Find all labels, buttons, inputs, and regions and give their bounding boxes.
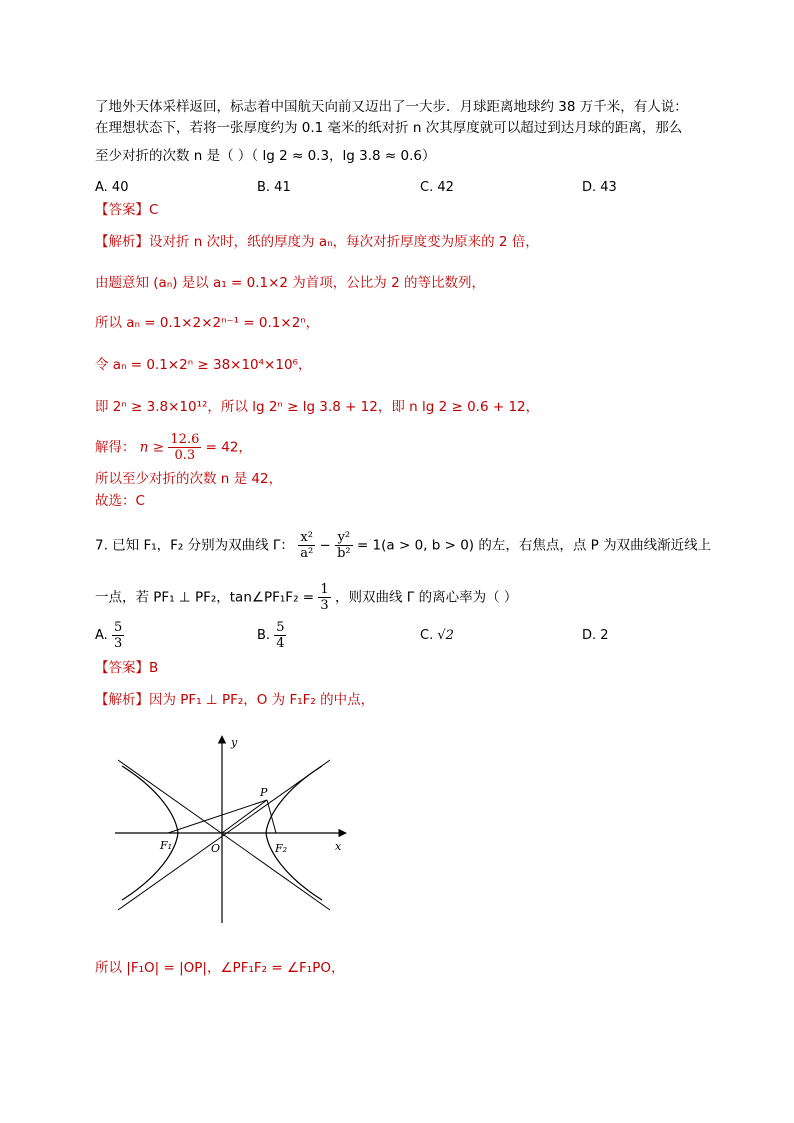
solve-label: 解得： bbox=[95, 439, 136, 456]
fraction-numerator: 12.6 bbox=[170, 432, 200, 447]
problem6-analysis-line2: 由题意知 (aₙ) 是以 a₁ = 0.1×2 为首项，公比为 2 的等比数列， bbox=[95, 275, 485, 291]
analysis-label: 【解析】 bbox=[95, 692, 149, 708]
answer-value: B bbox=[149, 660, 159, 676]
fraction-denominator: 3 bbox=[113, 636, 123, 651]
problem7-option-d bbox=[582, 628, 609, 643]
fraction-denominator: 0.3 bbox=[174, 448, 196, 463]
answer-label: 【答案】 bbox=[95, 202, 149, 218]
fraction-numerator: y² bbox=[335, 530, 353, 546]
segment-p-f2 bbox=[267, 800, 276, 833]
stem-text: ，则双曲线 Γ 的离心率为（ ） bbox=[334, 589, 518, 606]
problem6-stem-line2: 在理想状态下，若将一张厚度约为 0.1 毫米的纸对折 n 次其厚度就可以超过到达月球的距离，那么 bbox=[95, 120, 683, 136]
stem-text: 一点，若 PF₁ ⊥ PF₂，tan∠PF₁F₂ = bbox=[95, 589, 315, 606]
problem6-analysis-line1 bbox=[95, 232, 539, 252]
option-label: C. bbox=[420, 628, 434, 643]
label-o: O bbox=[211, 842, 221, 855]
label-x: x bbox=[335, 840, 342, 853]
stem-fraction-x bbox=[298, 530, 315, 561]
fraction-denominator: a² bbox=[300, 546, 314, 561]
problem6-option-d: D. 43 bbox=[582, 180, 617, 195]
fraction-numerator: 1 bbox=[320, 582, 329, 597]
analysis-label: 【解析】 bbox=[95, 234, 149, 250]
fraction-denominator: 3 bbox=[320, 598, 329, 613]
label-f2: F₂ bbox=[275, 842, 288, 855]
option-fraction bbox=[274, 620, 286, 651]
answer-label: 【答案】 bbox=[95, 660, 149, 676]
label-y: y bbox=[231, 736, 238, 749]
problem6-analysis-line8: 故选：C bbox=[95, 493, 145, 509]
problem7-answer bbox=[95, 658, 158, 678]
problem7-analysis-line2: 所以 |F₁O| = |OP|，∠PF₁F₂ = ∠F₁PO， bbox=[95, 960, 345, 976]
problem6-analysis-line6 bbox=[95, 432, 252, 463]
analysis-text: 设对折 n 次时，纸的厚度为 aₙ，每次对折厚度变为原来的 2 倍， bbox=[149, 234, 539, 250]
option-label: A. bbox=[95, 628, 108, 643]
analysis-text: 因为 PF₁ ⊥ PF₂，O 为 F₁F₂ 的中点， bbox=[149, 692, 375, 708]
problem6-option-c: C. 42 bbox=[420, 180, 454, 195]
problem6-stem-line3: 至少对折的次数 n 是（ ）（ lg 2 ≈ 0.3，lg 3.8 ≈ 0.6） bbox=[95, 148, 436, 164]
fraction-denominator: b² bbox=[337, 546, 351, 561]
option-label: D. bbox=[582, 628, 597, 643]
problem6-analysis-line3: 所以 aₙ = 0.1×2×2ⁿ⁻¹ = 0.1×2ⁿ， bbox=[95, 315, 320, 331]
problem6-stem-line1: 了地外天体采样返回，标志着中国航天向前又迈出了一大步．月球距离地球约 38 万千米，有人说： bbox=[95, 99, 688, 115]
stem-fraction-y bbox=[335, 530, 353, 561]
stem-text: = 1(a > 0, b > 0) 的左，右焦点，点 P 为双曲线渐近线上 bbox=[356, 537, 712, 554]
option-label: B. bbox=[257, 628, 271, 643]
solve-fraction bbox=[168, 432, 201, 463]
stem-text: 7. 已知 F₁，F₂ 分别为双曲线 Γ： bbox=[95, 537, 294, 554]
fraction-numerator: 5 bbox=[113, 620, 123, 635]
option-value: √2 bbox=[437, 628, 454, 643]
answer-value: C bbox=[149, 202, 159, 218]
segment-o-p bbox=[222, 800, 267, 833]
fraction-numerator: 5 bbox=[276, 620, 285, 635]
stem-fraction-tan bbox=[318, 582, 330, 613]
fraction-denominator: 4 bbox=[276, 636, 285, 651]
problem6-option-b: B. 41 bbox=[257, 180, 291, 195]
problem6-option-a: A. 40 bbox=[95, 180, 129, 195]
option-value: 2 bbox=[600, 628, 609, 643]
problem6-analysis-line5: 即 2ⁿ ≥ 3.8×10¹²，所以 lg 2ⁿ ≥ lg 3.8 + 12，即 n lg 2 ≥ 0.6 + 12， bbox=[95, 399, 540, 415]
problem7-analysis-line1 bbox=[95, 690, 374, 710]
solve-inequality: n ≥ bbox=[139, 439, 165, 456]
problem7-stem-line1 bbox=[95, 530, 711, 561]
hyperbola-figure bbox=[110, 728, 350, 928]
problem7-option-a bbox=[95, 620, 124, 651]
segment-f1-p bbox=[168, 800, 267, 833]
problem6-analysis-line4: 令 aₙ = 0.1×2ⁿ ≥ 38×10⁴×10⁶， bbox=[95, 357, 312, 373]
minus-sign: − bbox=[319, 537, 331, 554]
label-f1: F₁ bbox=[160, 839, 173, 852]
fraction-numerator: x² bbox=[298, 530, 315, 546]
label-p: P bbox=[260, 786, 268, 799]
problem7-stem-line2 bbox=[95, 582, 517, 613]
problem7-option-c bbox=[420, 628, 454, 643]
problem6-analysis-line7: 所以至少对折的次数 n 是 42， bbox=[95, 471, 283, 487]
option-fraction bbox=[112, 620, 124, 651]
solve-result: = 42， bbox=[205, 439, 252, 456]
problem6-answer bbox=[95, 200, 158, 220]
problem7-option-b bbox=[257, 620, 286, 651]
